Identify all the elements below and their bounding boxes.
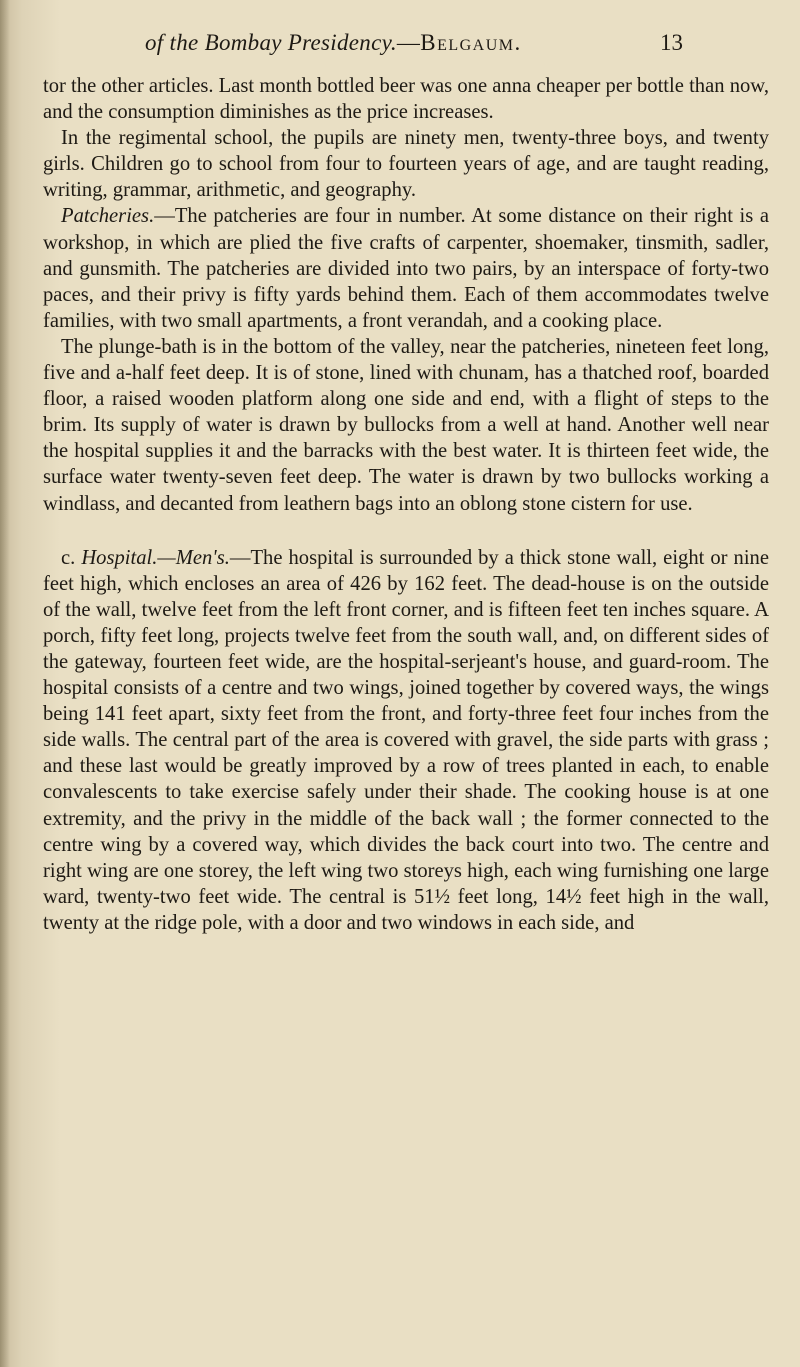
body-text	[43, 73, 769, 936]
paragraph-plunge-bath: The plunge-bath is in the bottom of the valley, near the patcheries, nineteen feet long, five and a-half feet deep. It is of stone, lined with chunam, has a thatched roof, boarded floor, a raised wooden platform along one side and end, with a flight of steps to the brim. Its supply of water is drawn by bullocks from a well at hand. Another well near the hospital supplies it and the barracks with the best water. It is thirteen feet wide, the surface water twenty-seven feet deep. The water is drawn by two bullocks working a windlass, and decanted from leathern bags into an oblong stone cistern for use.	[43, 335, 769, 515]
hospital-section-label: c.	[61, 546, 76, 569]
hospital-heading: Hospital.—Men's.	[81, 546, 230, 569]
paragraph-patcheries	[43, 203, 769, 333]
running-title	[145, 30, 522, 56]
running-title-dash: —	[396, 30, 421, 55]
running-title-italic: of the Bombay Presidency.	[145, 30, 397, 55]
hospital-text: —The hospital is surrounded by a thick stone wall, eight or nine feet high, which encloses an area of 426 by 162 feet. The dead-house is on the outside of the wall, twelve feet from the left front corner, and is fifteen feet ten inches square. A porch, fifty feet long, projects twelve feet from the south wall, and, on different sides of the gateway, fourteen feet wide, are the hospital-serjeant's house, and guard-room. The hospital consists of a centre and two wings, joined together by covered ways, the wings being 141 feet apart, sixty feet from the front, and forty-three feet four inches from the side walls. The central part of the area is covered with gravel, the side parts with grass ; and these last would be greatly improved by a row of trees planted in each, to enable convalescents to take exercise safely under their shade. The cooking house is at one extremity, and the privy in the middle of the back wall ; the former connected to the centre wing by a covered way, which divides the back court into two. The centre and right wing are one storey, the left wing two storeys high, each wing furnishing one large ward, twenty-two feet wide. The central is 51½ feet long, 14½ feet high in the wall, twenty at the ridge pole, with a door and two windows in each side, and	[43, 546, 769, 934]
running-title-place: Belgaum.	[420, 30, 522, 55]
page-number: 13	[660, 30, 683, 55]
patcheries-heading: Patcheries.	[61, 205, 155, 228]
paragraph-school: In the regimental school, the pupils are ninety men, twenty-three boys, and twenty girls. Children go to school from four to fourteen years of age, and are taught reading, writing, grammar, arithmetic, and geography.	[43, 127, 769, 202]
paragraph-beer: tor the other articles. Last month bottled beer was one anna cheaper per bottle than now, and the consumption diminishes as the price increases.	[43, 75, 769, 124]
spine-shadow	[0, 0, 10, 1367]
paragraph-hospital	[43, 545, 769, 936]
patcheries-text: —The patcheries are four in number. At some distance on their right is a workshop, in which are plied the five crafts of carpenter, shoemaker, tinsmith, sadler, and gunsmith. The patcheries are divided into two pairs, by an interspace of forty-two paces, and their privy is fifty yards behind them. Each of them accommodates twelve families, with two small apartments, a front verandah, and a cooking place.	[43, 205, 769, 332]
section-gap	[43, 517, 769, 545]
running-header	[0, 30, 800, 64]
